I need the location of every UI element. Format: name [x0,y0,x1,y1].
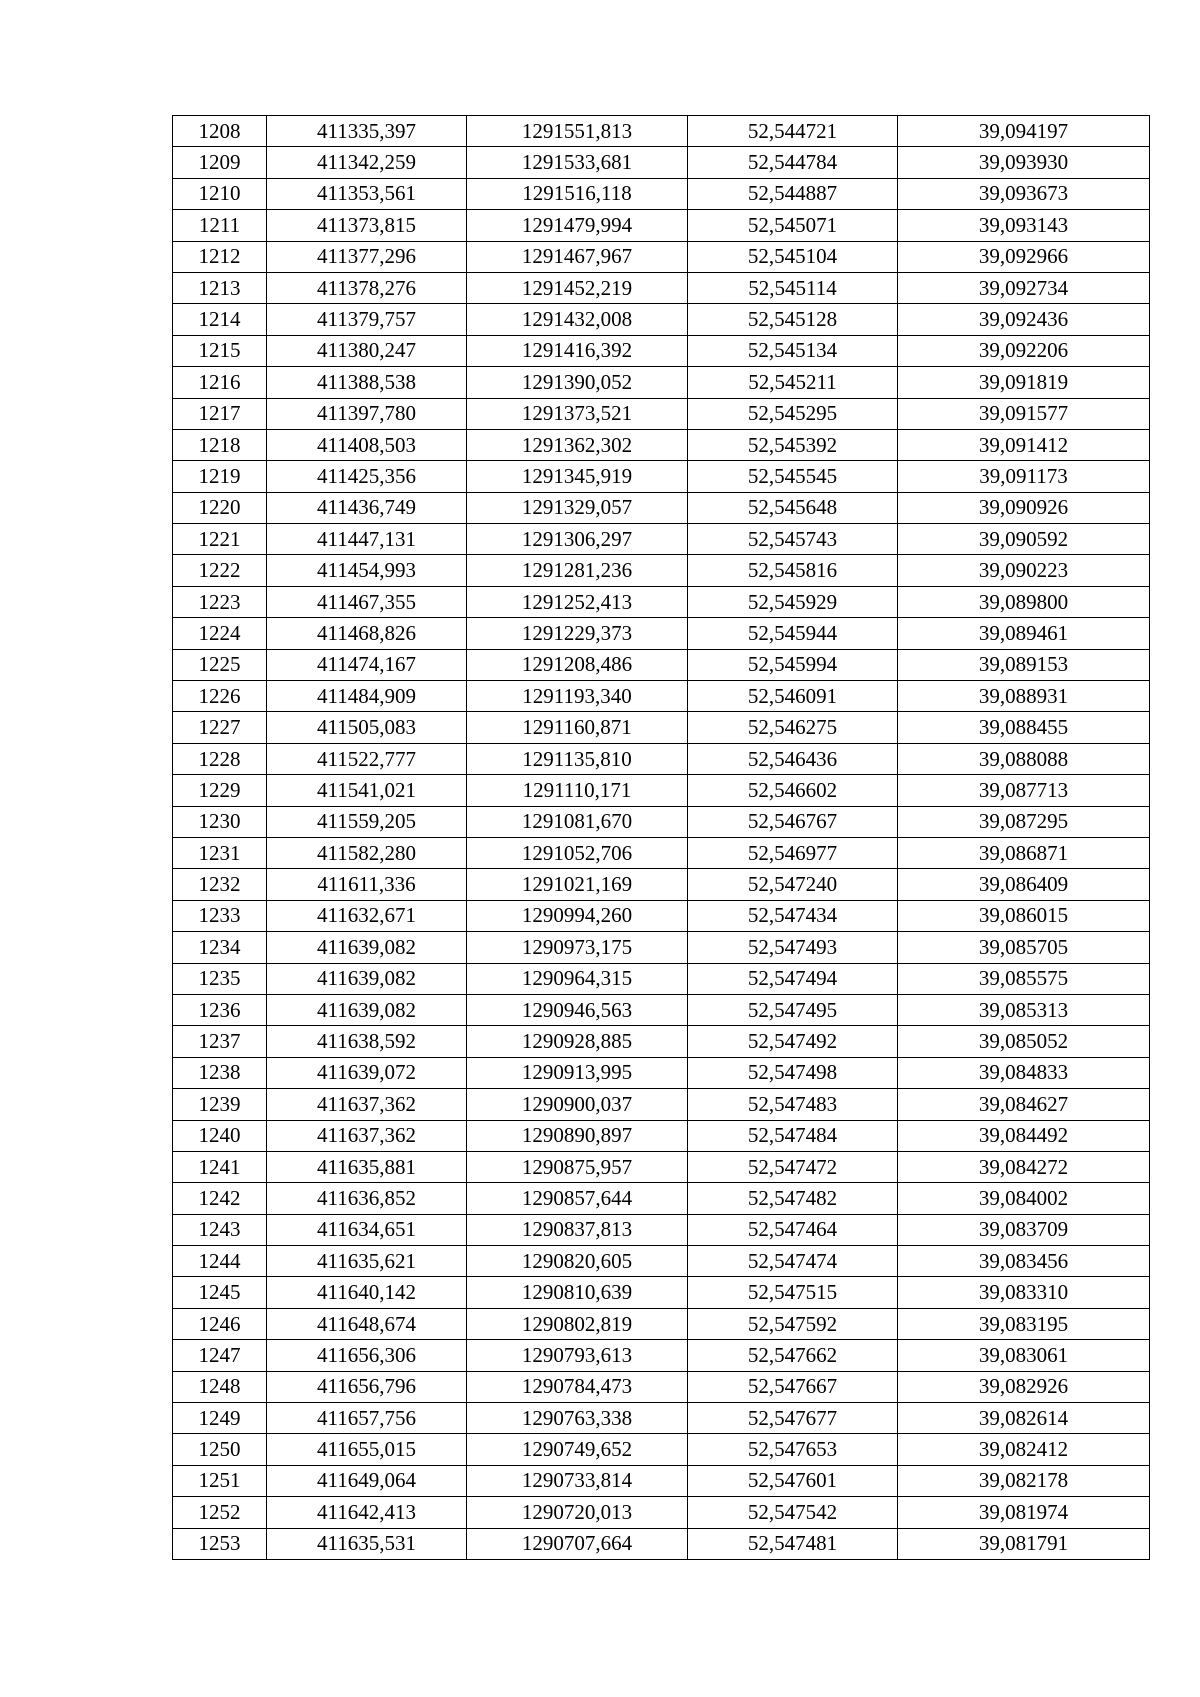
point-number-cell: 1223 [173,586,267,617]
latitude-cell: 52,547515 [688,1277,898,1308]
y-coordinate-cell: 1291160,871 [467,712,688,743]
point-number-cell: 1209 [173,147,267,178]
table-row [173,806,1150,837]
coordinates-table-body [173,116,1150,1560]
latitude-cell: 52,545114 [688,272,898,303]
y-coordinate-cell: 1290784,473 [467,1371,688,1402]
x-coordinate-cell: 411634,651 [267,1214,467,1245]
longitude-cell: 39,082412 [898,1434,1150,1465]
x-coordinate-cell: 411447,131 [267,524,467,555]
y-coordinate-cell: 1291345,919 [467,461,688,492]
point-number-cell: 1216 [173,367,267,398]
x-coordinate-cell: 411655,015 [267,1434,467,1465]
point-number-cell: 1235 [173,963,267,994]
y-coordinate-cell: 1291306,297 [467,524,688,555]
point-number-cell: 1249 [173,1403,267,1434]
longitude-cell: 39,082178 [898,1465,1150,1496]
y-coordinate-cell: 1291052,706 [467,837,688,868]
longitude-cell: 39,084833 [898,1057,1150,1088]
y-coordinate-cell: 1291390,052 [467,367,688,398]
y-coordinate-cell: 1291432,008 [467,304,688,335]
x-coordinate-cell: 411474,167 [267,649,467,680]
latitude-cell: 52,547495 [688,994,898,1025]
y-coordinate-cell: 1291362,302 [467,429,688,460]
latitude-cell: 52,547653 [688,1434,898,1465]
x-coordinate-cell: 411454,993 [267,555,467,586]
latitude-cell: 52,545743 [688,524,898,555]
longitude-cell: 39,092734 [898,272,1150,303]
y-coordinate-cell: 1291416,392 [467,335,688,366]
latitude-cell: 52,547481 [688,1528,898,1559]
table-row [173,492,1150,523]
y-coordinate-cell: 1290900,037 [467,1089,688,1120]
table-row [173,994,1150,1025]
longitude-cell: 39,083061 [898,1340,1150,1371]
x-coordinate-cell: 411656,306 [267,1340,467,1371]
latitude-cell: 52,545295 [688,398,898,429]
x-coordinate-cell: 411649,064 [267,1465,467,1496]
longitude-cell: 39,086409 [898,869,1150,900]
point-number-cell: 1246 [173,1308,267,1339]
x-coordinate-cell: 411388,538 [267,367,467,398]
longitude-cell: 39,085052 [898,1026,1150,1057]
table-row [173,900,1150,931]
x-coordinate-cell: 411377,296 [267,241,467,272]
latitude-cell: 52,546275 [688,712,898,743]
longitude-cell: 39,088088 [898,743,1150,774]
y-coordinate-cell: 1290720,013 [467,1497,688,1528]
longitude-cell: 39,088455 [898,712,1150,743]
table-row [173,681,1150,712]
x-coordinate-cell: 411642,413 [267,1497,467,1528]
table-row [173,1183,1150,1214]
table-row [173,1214,1150,1245]
point-number-cell: 1248 [173,1371,267,1402]
x-coordinate-cell: 411378,276 [267,272,467,303]
y-coordinate-cell: 1291452,219 [467,272,688,303]
x-coordinate-cell: 411335,397 [267,116,467,147]
x-coordinate-cell: 411656,796 [267,1371,467,1402]
latitude-cell: 52,545816 [688,555,898,586]
y-coordinate-cell: 1291135,810 [467,743,688,774]
y-coordinate-cell: 1290913,995 [467,1057,688,1088]
x-coordinate-cell: 411639,082 [267,932,467,963]
longitude-cell: 39,091412 [898,429,1150,460]
y-coordinate-cell: 1291021,169 [467,869,688,900]
table-row [173,116,1150,147]
longitude-cell: 39,092436 [898,304,1150,335]
longitude-cell: 39,084272 [898,1151,1150,1182]
x-coordinate-cell: 411637,362 [267,1120,467,1151]
longitude-cell: 39,090592 [898,524,1150,555]
latitude-cell: 52,545994 [688,649,898,680]
table-row [173,1151,1150,1182]
table-row [173,932,1150,963]
point-number-cell: 1234 [173,932,267,963]
point-number-cell: 1219 [173,461,267,492]
longitude-cell: 39,085575 [898,963,1150,994]
longitude-cell: 39,093143 [898,210,1150,241]
longitude-cell: 39,083195 [898,1308,1150,1339]
table-row [173,367,1150,398]
x-coordinate-cell: 411484,909 [267,681,467,712]
longitude-cell: 39,089800 [898,586,1150,617]
point-number-cell: 1240 [173,1120,267,1151]
longitude-cell: 39,091819 [898,367,1150,398]
point-number-cell: 1215 [173,335,267,366]
y-coordinate-cell: 1291208,486 [467,649,688,680]
table-row [173,1246,1150,1277]
table-row [173,618,1150,649]
latitude-cell: 52,547662 [688,1340,898,1371]
longitude-cell: 39,087295 [898,806,1150,837]
longitude-cell: 39,093673 [898,178,1150,209]
y-coordinate-cell: 1291329,057 [467,492,688,523]
point-number-cell: 1212 [173,241,267,272]
table-row [173,1497,1150,1528]
table-row [173,869,1150,900]
x-coordinate-cell: 411373,815 [267,210,467,241]
point-number-cell: 1239 [173,1089,267,1120]
latitude-cell: 52,547494 [688,963,898,994]
x-coordinate-cell: 411635,531 [267,1528,467,1559]
y-coordinate-cell: 1291110,171 [467,775,688,806]
x-coordinate-cell: 411632,671 [267,900,467,931]
longitude-cell: 39,089461 [898,618,1150,649]
point-number-cell: 1218 [173,429,267,460]
x-coordinate-cell: 411640,142 [267,1277,467,1308]
latitude-cell: 52,545211 [688,367,898,398]
longitude-cell: 39,090926 [898,492,1150,523]
latitude-cell: 52,546602 [688,775,898,806]
table-row [173,586,1150,617]
longitude-cell: 39,083310 [898,1277,1150,1308]
point-number-cell: 1217 [173,398,267,429]
latitude-cell: 52,544721 [688,116,898,147]
x-coordinate-cell: 411635,621 [267,1246,467,1277]
point-number-cell: 1236 [173,994,267,1025]
x-coordinate-cell: 411467,355 [267,586,467,617]
latitude-cell: 52,545648 [688,492,898,523]
longitude-cell: 39,092206 [898,335,1150,366]
y-coordinate-cell: 1290946,563 [467,994,688,1025]
longitude-cell: 39,083456 [898,1246,1150,1277]
latitude-cell: 52,544784 [688,147,898,178]
table-row [173,963,1150,994]
latitude-cell: 52,545545 [688,461,898,492]
table-row [173,335,1150,366]
latitude-cell: 52,547542 [688,1497,898,1528]
longitude-cell: 39,091173 [898,461,1150,492]
point-number-cell: 1241 [173,1151,267,1182]
y-coordinate-cell: 1290875,957 [467,1151,688,1182]
point-number-cell: 1242 [173,1183,267,1214]
y-coordinate-cell: 1291551,813 [467,116,688,147]
y-coordinate-cell: 1290964,315 [467,963,688,994]
y-coordinate-cell: 1291252,413 [467,586,688,617]
longitude-cell: 39,091577 [898,398,1150,429]
x-coordinate-cell: 411397,780 [267,398,467,429]
table-row [173,649,1150,680]
coordinates-table [172,115,1150,1560]
x-coordinate-cell: 411380,247 [267,335,467,366]
y-coordinate-cell: 1291533,681 [467,147,688,178]
point-number-cell: 1243 [173,1214,267,1245]
latitude-cell: 52,547667 [688,1371,898,1402]
table-row [173,775,1150,806]
table-row [173,1434,1150,1465]
point-number-cell: 1229 [173,775,267,806]
x-coordinate-cell: 411637,362 [267,1089,467,1120]
table-row [173,1528,1150,1559]
longitude-cell: 39,093930 [898,147,1150,178]
y-coordinate-cell: 1291467,967 [467,241,688,272]
point-number-cell: 1214 [173,304,267,335]
y-coordinate-cell: 1290994,260 [467,900,688,931]
point-number-cell: 1220 [173,492,267,523]
table-row [173,147,1150,178]
longitude-cell: 39,082614 [898,1403,1150,1434]
table-row [173,555,1150,586]
point-number-cell: 1211 [173,210,267,241]
table-row [173,178,1150,209]
longitude-cell: 39,085705 [898,932,1150,963]
y-coordinate-cell: 1290890,897 [467,1120,688,1151]
latitude-cell: 52,545929 [688,586,898,617]
table-row [173,1026,1150,1057]
y-coordinate-cell: 1290793,613 [467,1340,688,1371]
latitude-cell: 52,547592 [688,1308,898,1339]
x-coordinate-cell: 411657,756 [267,1403,467,1434]
table-row [173,1465,1150,1496]
point-number-cell: 1230 [173,806,267,837]
longitude-cell: 39,084002 [898,1183,1150,1214]
y-coordinate-cell: 1291373,521 [467,398,688,429]
latitude-cell: 52,547472 [688,1151,898,1182]
latitude-cell: 52,547601 [688,1465,898,1496]
table-row [173,272,1150,303]
point-number-cell: 1252 [173,1497,267,1528]
longitude-cell: 39,090223 [898,555,1150,586]
point-number-cell: 1238 [173,1057,267,1088]
latitude-cell: 52,547677 [688,1403,898,1434]
latitude-cell: 52,547492 [688,1026,898,1057]
table-row [173,1308,1150,1339]
latitude-cell: 52,545071 [688,210,898,241]
latitude-cell: 52,547240 [688,869,898,900]
table-row [173,461,1150,492]
y-coordinate-cell: 1290810,639 [467,1277,688,1308]
x-coordinate-cell: 411468,826 [267,618,467,649]
y-coordinate-cell: 1290973,175 [467,932,688,963]
point-number-cell: 1233 [173,900,267,931]
table-row [173,1340,1150,1371]
table-row [173,837,1150,868]
latitude-cell: 52,547474 [688,1246,898,1277]
latitude-cell: 52,546977 [688,837,898,868]
longitude-cell: 39,081974 [898,1497,1150,1528]
table-row [173,524,1150,555]
x-coordinate-cell: 411541,021 [267,775,467,806]
table-row [173,1371,1150,1402]
longitude-cell: 39,082926 [898,1371,1150,1402]
latitude-cell: 52,547483 [688,1089,898,1120]
longitude-cell: 39,092966 [898,241,1150,272]
y-coordinate-cell: 1290763,338 [467,1403,688,1434]
x-coordinate-cell: 411648,674 [267,1308,467,1339]
point-number-cell: 1244 [173,1246,267,1277]
longitude-cell: 39,088931 [898,681,1150,712]
longitude-cell: 39,084492 [898,1120,1150,1151]
longitude-cell: 39,086015 [898,900,1150,931]
point-number-cell: 1232 [173,869,267,900]
x-coordinate-cell: 411582,280 [267,837,467,868]
latitude-cell: 52,545104 [688,241,898,272]
latitude-cell: 52,545392 [688,429,898,460]
x-coordinate-cell: 411611,336 [267,869,467,900]
table-row [173,241,1150,272]
y-coordinate-cell: 1290802,819 [467,1308,688,1339]
x-coordinate-cell: 411635,881 [267,1151,467,1182]
longitude-cell: 39,083709 [898,1214,1150,1245]
latitude-cell: 52,547434 [688,900,898,931]
point-number-cell: 1237 [173,1026,267,1057]
latitude-cell: 52,547464 [688,1214,898,1245]
y-coordinate-cell: 1291281,236 [467,555,688,586]
point-number-cell: 1210 [173,178,267,209]
y-coordinate-cell: 1290820,605 [467,1246,688,1277]
x-coordinate-cell: 411408,503 [267,429,467,460]
y-coordinate-cell: 1291516,118 [467,178,688,209]
longitude-cell: 39,094197 [898,116,1150,147]
table-row [173,429,1150,460]
table-row [173,304,1150,335]
point-number-cell: 1245 [173,1277,267,1308]
longitude-cell: 39,085313 [898,994,1150,1025]
longitude-cell: 39,087713 [898,775,1150,806]
table-row [173,1057,1150,1088]
latitude-cell: 52,545128 [688,304,898,335]
point-number-cell: 1226 [173,681,267,712]
table-row [173,1403,1150,1434]
latitude-cell: 52,547482 [688,1183,898,1214]
latitude-cell: 52,546436 [688,743,898,774]
table-row [173,743,1150,774]
longitude-cell: 39,081791 [898,1528,1150,1559]
y-coordinate-cell: 1291193,340 [467,681,688,712]
latitude-cell: 52,545944 [688,618,898,649]
point-number-cell: 1224 [173,618,267,649]
table-row [173,210,1150,241]
x-coordinate-cell: 411636,852 [267,1183,467,1214]
point-number-cell: 1208 [173,116,267,147]
point-number-cell: 1221 [173,524,267,555]
y-coordinate-cell: 1290857,644 [467,1183,688,1214]
table-row [173,1120,1150,1151]
x-coordinate-cell: 411638,592 [267,1026,467,1057]
point-number-cell: 1213 [173,272,267,303]
latitude-cell: 52,547498 [688,1057,898,1088]
point-number-cell: 1222 [173,555,267,586]
table-row [173,1089,1150,1120]
x-coordinate-cell: 411639,072 [267,1057,467,1088]
y-coordinate-cell: 1291081,670 [467,806,688,837]
y-coordinate-cell: 1291479,994 [467,210,688,241]
latitude-cell: 52,544887 [688,178,898,209]
point-number-cell: 1250 [173,1434,267,1465]
x-coordinate-cell: 411342,259 [267,147,467,178]
x-coordinate-cell: 411436,749 [267,492,467,523]
point-number-cell: 1228 [173,743,267,774]
latitude-cell: 52,547484 [688,1120,898,1151]
x-coordinate-cell: 411639,082 [267,994,467,1025]
y-coordinate-cell: 1290707,664 [467,1528,688,1559]
longitude-cell: 39,086871 [898,837,1150,868]
x-coordinate-cell: 411425,356 [267,461,467,492]
x-coordinate-cell: 411353,561 [267,178,467,209]
x-coordinate-cell: 411505,083 [267,712,467,743]
x-coordinate-cell: 411559,205 [267,806,467,837]
table-row [173,712,1150,743]
table-row [173,1277,1150,1308]
y-coordinate-cell: 1290749,652 [467,1434,688,1465]
y-coordinate-cell: 1291229,373 [467,618,688,649]
latitude-cell: 52,545134 [688,335,898,366]
longitude-cell: 39,089153 [898,649,1150,680]
point-number-cell: 1227 [173,712,267,743]
point-number-cell: 1231 [173,837,267,868]
y-coordinate-cell: 1290837,813 [467,1214,688,1245]
table-row [173,398,1150,429]
point-number-cell: 1247 [173,1340,267,1371]
latitude-cell: 52,547493 [688,932,898,963]
x-coordinate-cell: 411522,777 [267,743,467,774]
latitude-cell: 52,546091 [688,681,898,712]
point-number-cell: 1251 [173,1465,267,1496]
x-coordinate-cell: 411379,757 [267,304,467,335]
latitude-cell: 52,546767 [688,806,898,837]
point-number-cell: 1253 [173,1528,267,1559]
point-number-cell: 1225 [173,649,267,680]
x-coordinate-cell: 411639,082 [267,963,467,994]
y-coordinate-cell: 1290733,814 [467,1465,688,1496]
longitude-cell: 39,084627 [898,1089,1150,1120]
y-coordinate-cell: 1290928,885 [467,1026,688,1057]
